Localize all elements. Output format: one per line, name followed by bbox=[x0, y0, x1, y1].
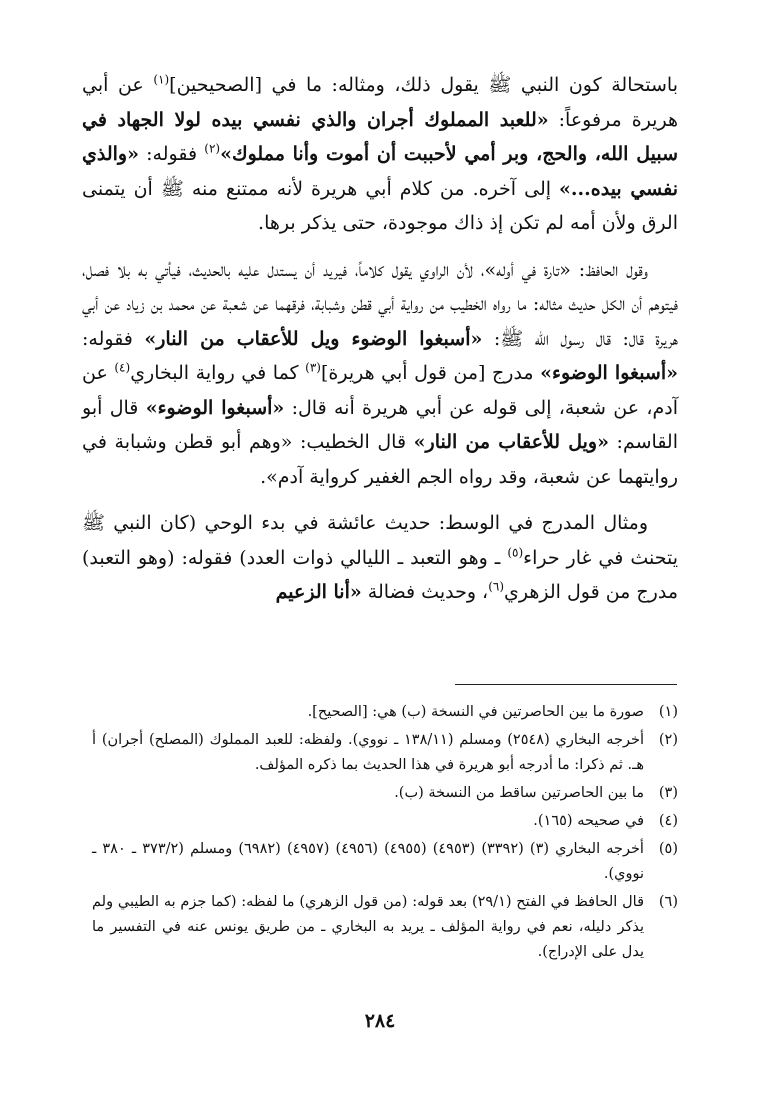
footnote-ref: (١) bbox=[153, 72, 170, 87]
footnote-ref: (٤) bbox=[114, 360, 131, 375]
text-run: مدرج [من قول أبي هريرة] bbox=[320, 362, 541, 384]
footnote-number: (٥) bbox=[658, 841, 678, 857]
footnote bbox=[92, 837, 678, 887]
footnote-number: (٣) bbox=[658, 785, 678, 801]
text-run: وقول الحافظ: «تارة في أوله»، لأن الراوي يقول كلاماً، فيريد أن يستدل عليه بالحديث، فيأتي به بلا فصل، فيتوهم أن الكل حديث مثاله: ما رواه الخطيب من رواية أبي قطن وشبابة، فرقهما عن شعبة عن محمد بن زياد عن أبي هريرة قال: قال رسول الله ﷺ: bbox=[82, 258, 679, 350]
footnote-text: أخرجه البخاري (٣) (٣٣٩٢) (٤٩٥٣) (٤٩٥٥) (٤٩٥٦) (٤٩٥٧) (٦٩٨٢) ومسلم (٣٧٣/٢ ـ ٣٨٠ ـ نووي). bbox=[92, 841, 644, 882]
text-run: فقوله: bbox=[82, 327, 145, 350]
footnote-ref: (٦) bbox=[488, 579, 505, 594]
footnote-text: قال الحافظ في الفتح (٢٩/١) بعد قوله: (من قول الزهري) ما لفظه: (كما جزم به الطيبي ولم يذكر دليله، نعم في رواية المؤلف ـ يريد به البخاري ـ من طريق يونس عنه في التفسير ما يدل على الإدراج). bbox=[92, 894, 644, 960]
footnote-number: (١) bbox=[658, 704, 678, 720]
text-run: باستحالة كون النبي ﷺ يقول ذلك، ومثاله: ما في [الصحيحين] bbox=[169, 74, 678, 96]
text-run: قال أبو القاسم: bbox=[82, 396, 678, 453]
footnote bbox=[92, 809, 678, 834]
main-text bbox=[82, 68, 678, 610]
text-run: ـ وهو التعبد ـ الليالي ذوات العدد) فقوله: (وهو التعبد) مدرج من قول الزهري bbox=[82, 546, 678, 603]
text-run: عن آدم، عن شعبة، إلى قوله عن أبي هريرة أنه قال: bbox=[82, 362, 678, 419]
body-paragraph bbox=[82, 68, 678, 241]
hadith-quote: «أنا الزعيم bbox=[275, 581, 362, 603]
footnote-text: أخرجه البخاري (٢٥٤٨) ومسلم (١٣٨/١١ ـ نووي). ولفظه: للعبد المملوك (المصلح) أجران) أ هـ. ثم ذكرا: ما أدرجه أبو هريرة في هذا الحديث بما ذكره المؤلف. bbox=[92, 732, 645, 773]
footnote-text: ما بين الحاصرتين ساقط من النسخة (ب). bbox=[394, 785, 644, 801]
footnote bbox=[92, 728, 678, 778]
footnote-text: في صحيحه (١٦٥). bbox=[533, 813, 644, 829]
text-run: كما في رواية البخاري bbox=[130, 362, 306, 384]
hadith-quote: «أسبغوا الوضوء» bbox=[145, 396, 285, 419]
footnote-ref: (٢) bbox=[204, 141, 221, 156]
footnotes bbox=[92, 700, 678, 968]
page-number: ٢٨٤ bbox=[364, 1010, 396, 1032]
text-run: ومثال المدرج في الوسط: حديث عائشة في بدء الوحي (كان النبي ﷺ يتحنث في غار حراء bbox=[82, 512, 678, 569]
hadith-quote: «أسبغوا الوضوء ويل للأعقاب من النار» bbox=[144, 327, 483, 350]
footnote-text: صورة ما بين الحاصرتين في النسخة (ب) هي: [الصحيح]. bbox=[307, 704, 644, 720]
footnote-ref: (٣) bbox=[305, 360, 321, 375]
text-run: ، وحديث فضالة bbox=[361, 581, 489, 603]
footnote bbox=[92, 890, 678, 965]
footnote bbox=[92, 700, 678, 725]
footnote bbox=[92, 781, 678, 806]
text-run: قال الخطيب: «وهم أبو قطن وشبابة في روايتهما عن شعبة، وقد رواه الجم الغفير كرواية آدم». bbox=[82, 431, 678, 488]
hadith-quote: «للعبد المملوك أجران والذي نفسي بيده لولا الجهاد في سبيل الله، والحج، وبر أمي لأحببت أن أموت وأنا مملوك» bbox=[82, 108, 679, 165]
text-run: عن أبي هريرة مرفوعاً: bbox=[82, 74, 678, 131]
hadith-quote: «أسبغوا الوضوء» bbox=[540, 362, 678, 384]
text-run: إلى آخره. من كلام أبي هريرة لأنه ممتنع منه ﷺ أن يتمنى الرق ولأن أمه لم تكن إذ ذاك موجودة، حتى يذكر برها. bbox=[82, 177, 678, 234]
text-run: فقوله: bbox=[138, 143, 205, 165]
footnote-number: (٤) bbox=[658, 813, 678, 829]
footnote-number: (٢) bbox=[658, 732, 678, 748]
hadith-quote: «ويل للأعقاب من النار» bbox=[413, 431, 609, 453]
body-paragraph bbox=[82, 506, 678, 610]
footnote-number: (٦) bbox=[658, 894, 678, 910]
footnote-separator bbox=[455, 684, 677, 685]
hadith-quote: «والذي نفسي بيده...» bbox=[82, 143, 679, 200]
body-paragraph bbox=[82, 253, 678, 495]
footnote-ref: (٥) bbox=[507, 545, 524, 560]
